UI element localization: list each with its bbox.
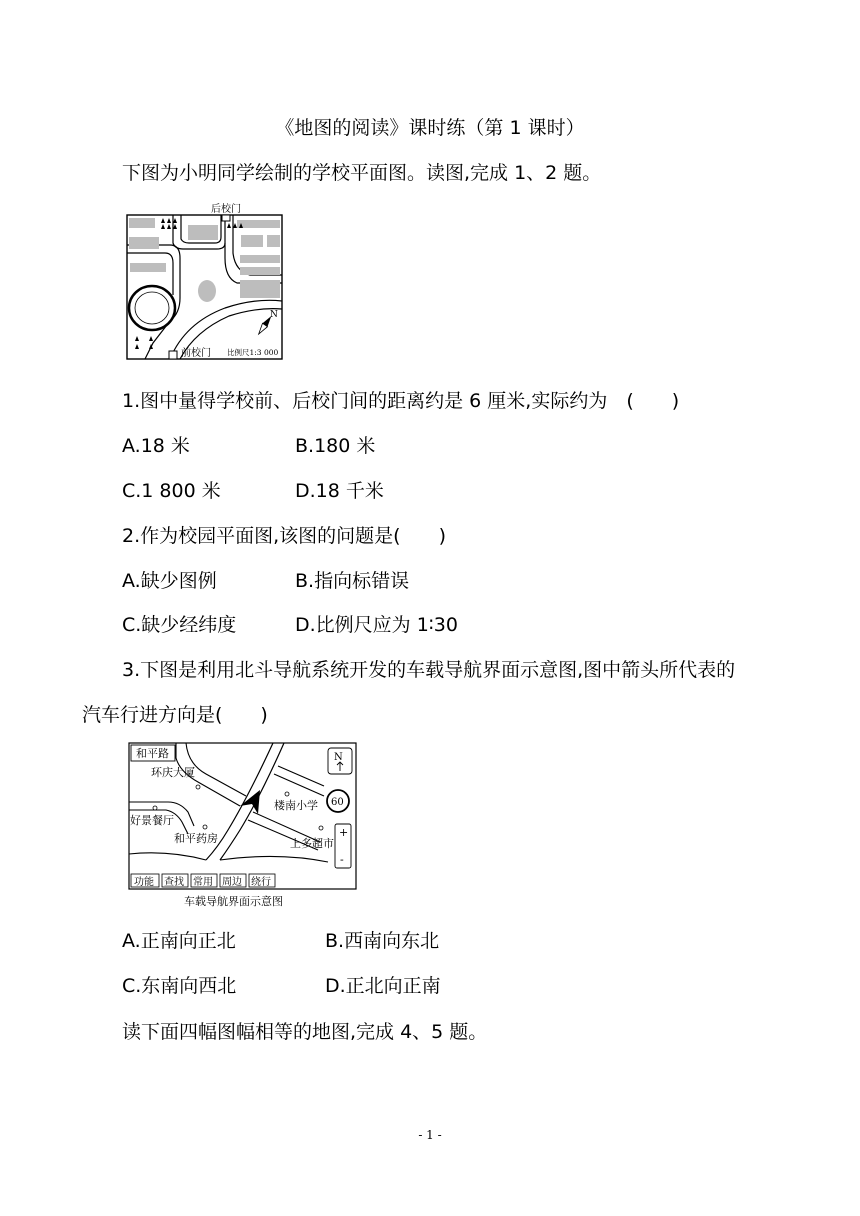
page-number: - 1 - — [418, 1128, 442, 1142]
zoom-out-button[interactable]: - — [340, 853, 344, 866]
place-huanqing-building: 环庆大厦 — [151, 766, 195, 779]
search-button-label: 查找 — [164, 877, 184, 888]
q2-option-c: C.缺少经纬度 — [122, 614, 237, 636]
navigation-map — [128, 742, 360, 912]
speed-limit-value: 60 — [331, 797, 344, 808]
q2-stem: 2.作为校园平面图,该图的问题是( ) — [122, 525, 446, 547]
navigation-figure-caption: 车载导航界面示意图 — [184, 895, 283, 908]
front-gate-label: 前校门 — [181, 348, 211, 359]
q1-stem: 1.图中量得学校前、后校门间的距离约是 6 厘米,实际约为 ( ) — [122, 390, 680, 412]
place-haojing-restaurant: 好景餐厅 — [130, 814, 174, 827]
north-label: N — [270, 310, 278, 320]
scale-label: 比例尺1:3 000 — [227, 348, 279, 357]
place-lounan-school: 楼南小学 — [274, 799, 318, 812]
back-gate-label: 后校门 — [211, 204, 241, 215]
q1-option-c: C.1 800 米 — [122, 480, 221, 502]
page-title: 《地图的阅读》课时练（第 1 课时） — [275, 117, 585, 139]
q3-option-b: B.西南向东北 — [325, 930, 440, 952]
intro-text: 下图为小明同学绘制的学校平面图。读图,完成 1、2 题。 — [122, 162, 602, 184]
q3-stem-line1: 3.下图是利用北斗导航系统开发的车载导航界面示意图,图中箭头所代表的 — [122, 659, 736, 681]
zoom-in-button[interactable]: + — [339, 826, 349, 839]
q3-option-d: D.正北向正南 — [325, 975, 441, 997]
q3-option-a: A.正南向正北 — [122, 930, 236, 952]
common-button-label: 常用 — [193, 877, 213, 888]
q1-option-d: D.18 千米 — [295, 480, 384, 502]
nearby-button-label: 周边 — [222, 877, 242, 888]
school-plan-figure — [125, 203, 285, 361]
nav-north-label: N — [334, 752, 343, 763]
place-shangduo-supermarket: 上多超市 — [290, 837, 334, 850]
intro2-text: 读下面四幅图幅相等的地图,完成 4、5 题。 — [122, 1021, 488, 1043]
navigation-figure — [128, 742, 360, 912]
q2-option-d: D.比例尺应为 1∶30 — [295, 614, 458, 636]
school-plan-map — [125, 203, 285, 361]
q1-option-b: B.180 米 — [295, 435, 376, 457]
place-heping-pharmacy: 和平药房 — [174, 832, 218, 845]
q2-option-a: A.缺少图例 — [122, 570, 217, 592]
q1-option-a: A.18 米 — [122, 435, 190, 457]
q3-stem-line2: 汽车行进方向是( ) — [82, 704, 268, 726]
q2-option-b: B.指向标错误 — [295, 570, 410, 592]
q3-option-c: C.东南向西北 — [122, 975, 237, 997]
detour-button-label: 绕行 — [251, 877, 271, 888]
function-button-label: 功能 — [134, 877, 154, 888]
road-label: 和平路 — [136, 747, 169, 760]
